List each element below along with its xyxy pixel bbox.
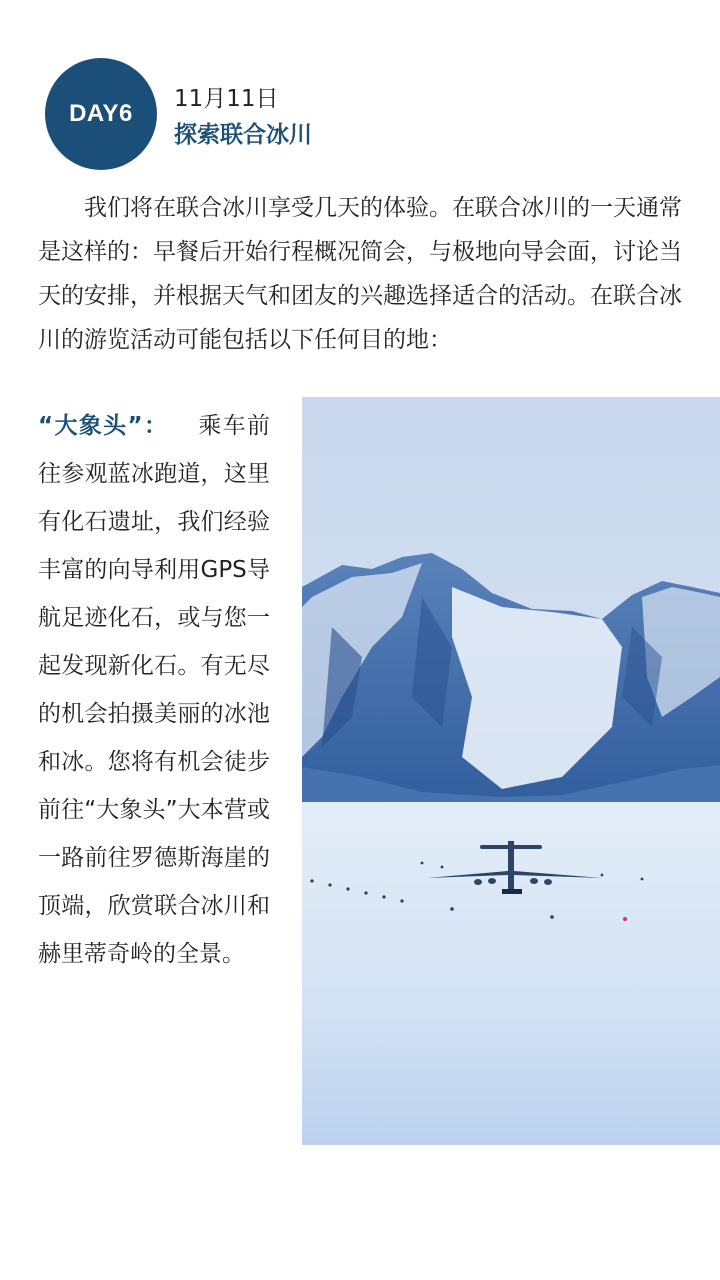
section-heading: “大象头”： (38, 413, 169, 439)
glacier-runway-photo (302, 397, 720, 1145)
day-badge (45, 58, 157, 170)
day-title: 探索联合冰川 (174, 122, 312, 148)
day-date: 11月11日 (174, 86, 279, 112)
section-paragraph (38, 402, 270, 978)
day-badge-label: DAY6 (69, 100, 133, 127)
intro-paragraph: 我们将在联合冰川享受几天的体验。在联合冰川的一天通常是这样的：早餐后开始行程概况简会，与极地向导会面，讨论当天的安排，并根据天气和团友的兴趣选择适合的活动。在联合冰川的游览活动可能包括以下任何目的地： (38, 195, 682, 353)
section-body: 乘车前往参观蓝冰跑道，这里有化石遗址，我们经验丰富的向导利用GPS导航足迹化石，或与您一起发现新化石。有无尽的机会拍摄美丽的冰池和冰。您将有机会徒步前往“大象头”大本营或一路前往罗德斯海崖的顶端，欣赏联合冰川和赫里蒂奇岭的全景。 (38, 413, 271, 967)
